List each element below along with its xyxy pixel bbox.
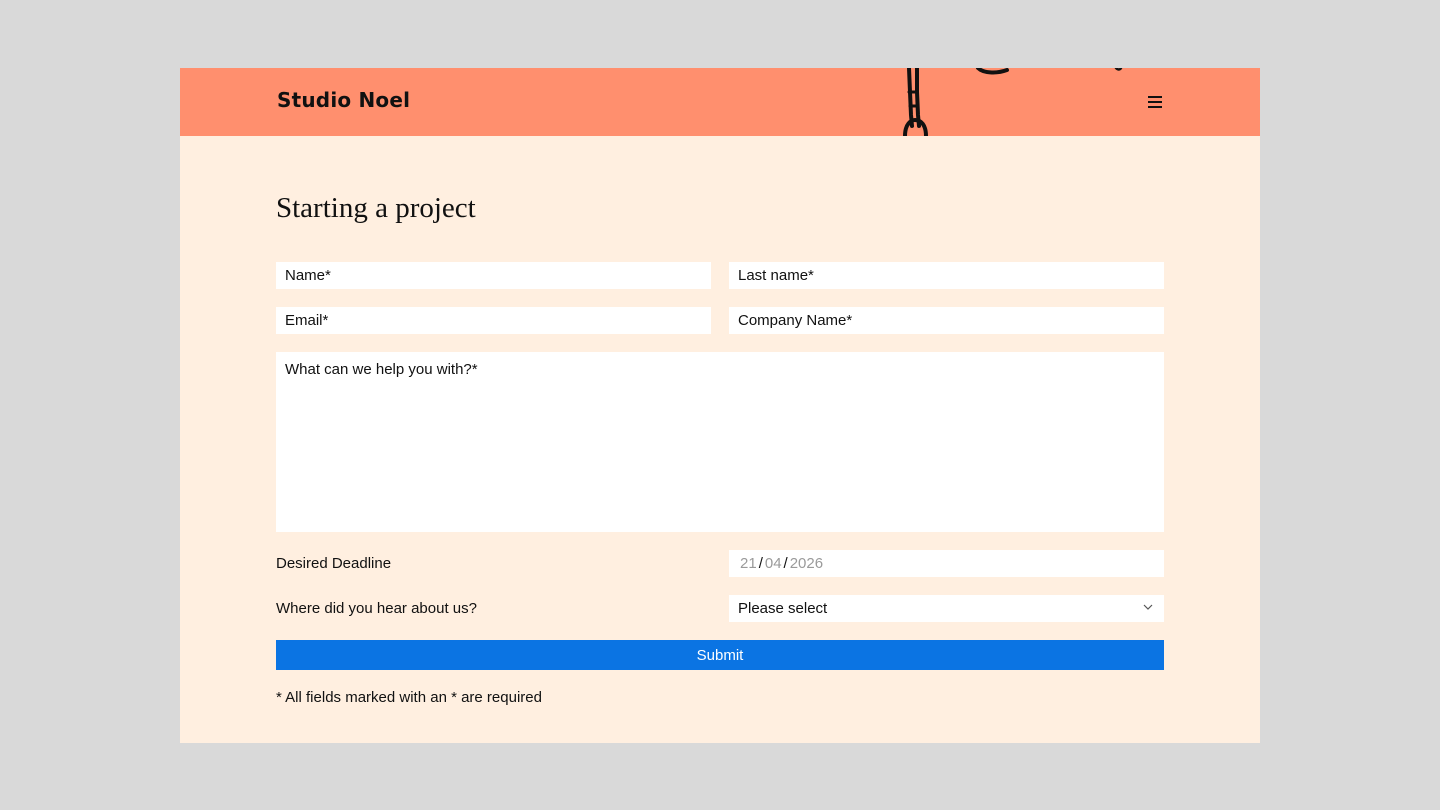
submit-button[interactable]: Submit: [276, 640, 1164, 670]
menu-line: [1148, 96, 1162, 98]
site-header: [180, 68, 1260, 136]
menu-line: [1148, 106, 1162, 108]
select-value: Please select: [738, 600, 828, 617]
hanging-illustration: [880, 68, 1160, 136]
date-separator: /: [783, 555, 788, 572]
referral-source-label: Where did you hear about us?: [276, 600, 477, 617]
deadline-date-input[interactable]: [729, 550, 1164, 577]
date-day[interactable]: 21: [740, 555, 757, 572]
name-field[interactable]: [276, 262, 711, 289]
chevron-down-icon: [1143, 603, 1153, 611]
email-field[interactable]: [276, 307, 711, 334]
referral-source-select[interactable]: [729, 595, 1164, 622]
page-container: [180, 68, 1260, 743]
date-year[interactable]: 2026: [789, 555, 824, 572]
date-month[interactable]: 04: [764, 555, 782, 572]
date-separator: /: [758, 555, 763, 572]
company-name-field[interactable]: [729, 307, 1164, 334]
hamburger-menu-icon[interactable]: [1144, 92, 1166, 112]
menu-line: [1148, 101, 1162, 103]
page-title: Starting a project: [276, 192, 476, 224]
required-fields-note: * All fields marked with an * are required: [276, 689, 542, 706]
last-name-field[interactable]: [729, 262, 1164, 289]
brand-logo[interactable]: Studio Noel: [277, 88, 411, 112]
deadline-label: Desired Deadline: [276, 555, 392, 572]
message-field[interactable]: [276, 352, 1164, 532]
